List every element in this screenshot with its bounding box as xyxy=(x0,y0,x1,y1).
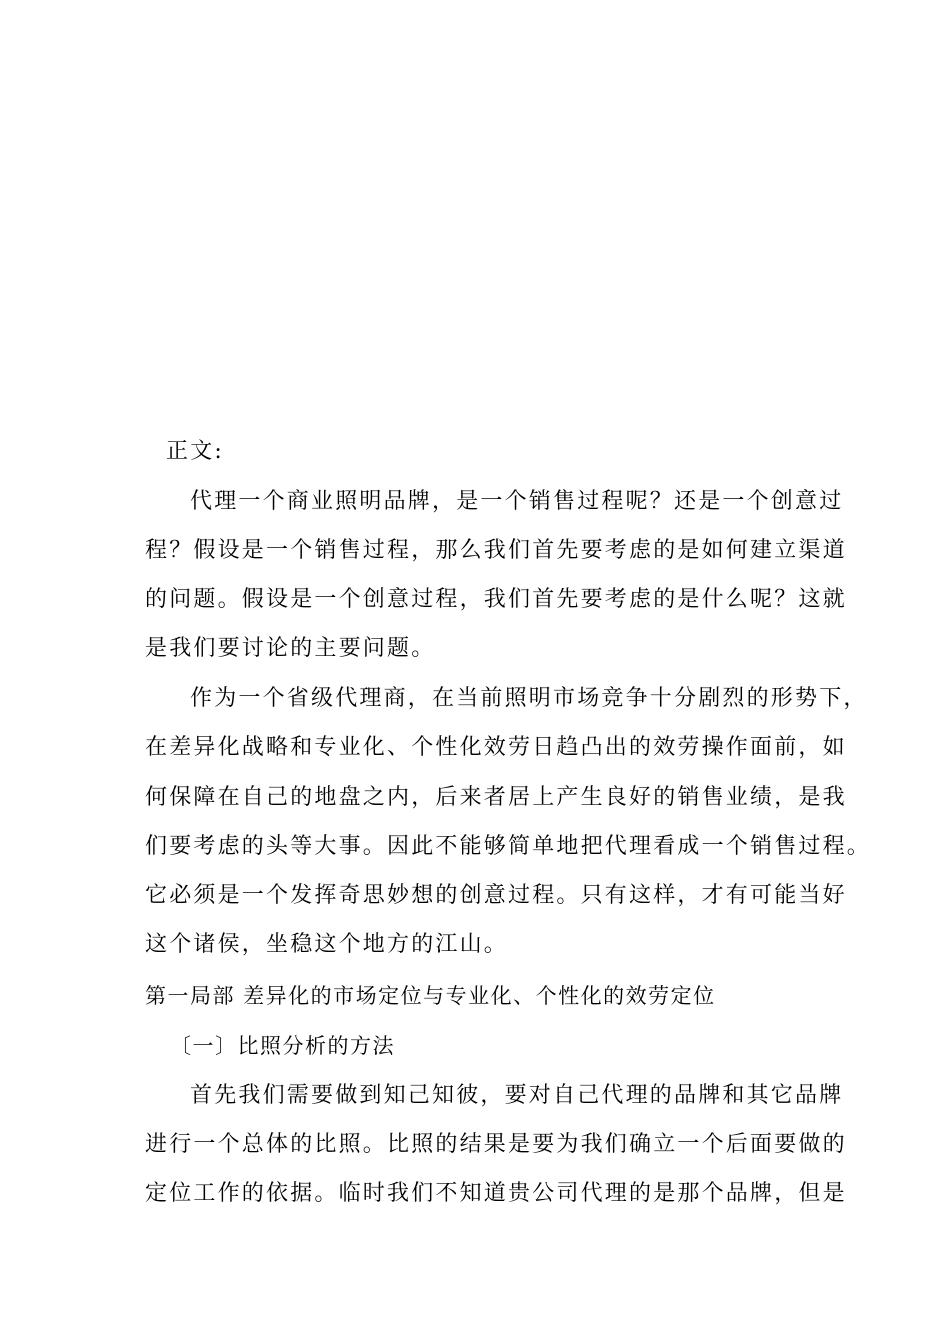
paragraph-2-line-5: 它必须是一个发挥奇思妙想的创意过程。只有这样，才有可能当好 xyxy=(145,883,847,908)
paragraph-2-line-4: 们要考虑的头等大事。因此不能够简单地把代理看成一个销售过程。 xyxy=(145,834,872,859)
paragraph-2-line-6: 这个诸侯，坐稳这个地方的江山。 xyxy=(145,932,509,957)
paragraph-1-line-4: 是我们要讨论的主要问题。 xyxy=(145,636,436,661)
paragraph-3-line-1: 首先我们需要做到知己知彼，要对自己代理的品牌和其它品牌 xyxy=(190,1083,844,1108)
paragraph-1-line-3: 的问题。假设是一个创意过程，我们首先要考虑的是什么呢？这就 xyxy=(145,587,847,612)
paragraph-3-line-2: 进行一个总体的比照。比照的结果是要为我们确立一个后面要做的 xyxy=(145,1132,847,1157)
paragraph-1-line-2: 程？假设是一个销售过程，那么我们首先要考虑的是如何建立渠道 xyxy=(145,538,847,563)
paragraph-2-line-3: 何保障在自己的地盘之内，后来者居上产生良好的销售业绩，是我 xyxy=(145,785,847,810)
subsection-heading: 〔一〕比照分析的方法 xyxy=(170,1034,395,1058)
body-label: 正文: xyxy=(166,439,225,464)
paragraph-1-line-1: 代理一个商业照明品牌，是一个销售过程呢？还是一个创意过 xyxy=(190,489,844,514)
paragraph-2-line-2: 在差异化战略和专业化、个性化效劳日趋凸出的效劳操作面前，如 xyxy=(145,735,847,760)
section-heading: 第一局部 差异化的市场定位与专业化、个性化的效劳定位 xyxy=(145,984,716,1008)
paragraph-2-line-1: 作为一个省级代理商，在当前照明市场竞争十分剧烈的形势下， xyxy=(190,686,868,711)
paragraph-3-line-3: 定位工作的依据。临时我们不知道贵公司代理的是那个品牌，但是 xyxy=(145,1181,847,1206)
